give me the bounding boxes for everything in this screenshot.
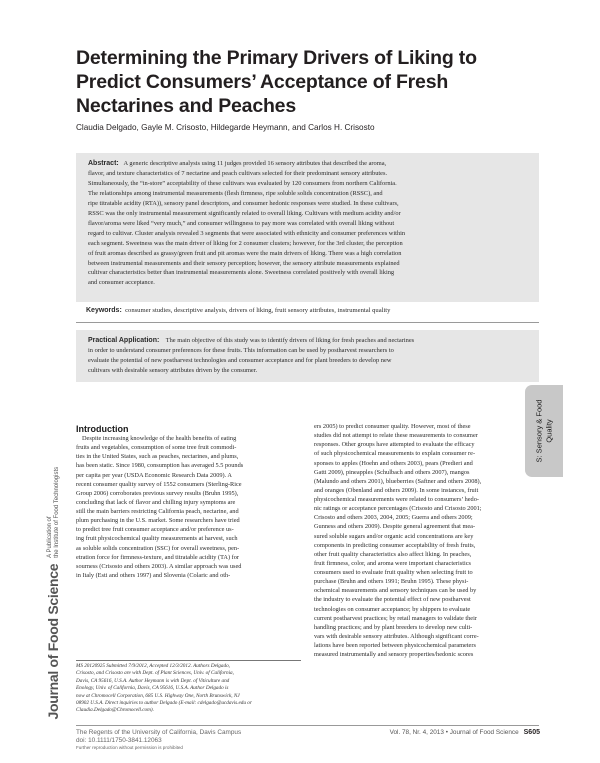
- body-line: sured soluble sugars and/or organic acid concentrations are key: [314, 532, 474, 540]
- practical-application-line: cultivars with desirable sensory attributes driven by the consumer.: [88, 366, 258, 374]
- body-line: sourness (Crisosto and others 2003). A similar approach was used: [76, 562, 242, 570]
- side-tab-line: S: Sensory & Food: [534, 399, 544, 463]
- footnote-line: Enology, Univ. of California, Davis, CA 95616, U.S.A. Author Delgado is: [76, 685, 229, 692]
- abstract-line: ripe titratable acidity (RTA)), sensory panel descriptors, and consumer hedonic responses were studied. In these cultivars,: [88, 199, 399, 207]
- body-line: ties in the United States, such as peaches, nectarines, and plums,: [76, 453, 239, 461]
- author-list: Claudia Delgado, Gayle M. Crisosto, Hildegarde Heymann, and Carlos H. Crisosto: [76, 123, 375, 132]
- body-line: as soluble solids concentration (SSC) for overall sweetness, pen-: [76, 544, 240, 552]
- title-line: Nectarines and Peaches: [76, 95, 296, 117]
- section-divider: [76, 322, 539, 323]
- body-line: studies did not attempt to relate these measurements to consumer: [314, 432, 478, 440]
- abstract-line: regard to cultivar. Cluster analysis revealed 3 segments that were associated with ethnicity and consumer preferences within: [88, 229, 406, 237]
- body-line: and oranges (Obenland and others 2009). In some instances, fruit: [314, 486, 479, 494]
- footer-citation: Vol. 78, Nr. 4, 2013 • Journal of Food Science: [389, 729, 519, 736]
- body-line: Group 2006) corroborates previous survey results (Bruhn 1995),: [76, 489, 239, 497]
- body-line: handling practices; and by plant breeders to develop new culti-: [314, 623, 473, 631]
- abstract-line: A generic descriptive analysis using 11 judges provided 16 sensory attributes that described the aroma,: [123, 160, 387, 167]
- body-line: Gunness and others 2009). Despite general agreement that mea-: [314, 523, 476, 531]
- abstract-line: The relationships among instrumental measurements (flesh firmness, ripe soluble solids concentration (RSSC), and: [88, 189, 383, 197]
- footnote: [76, 663, 301, 715]
- body-line: sponses to apples (Hoehn and others 2003), pears (Predieri and: [314, 459, 473, 467]
- footer-citation-block: [320, 729, 540, 736]
- body-line: fruit firmness, color, and aroma were important characteristics: [314, 559, 471, 567]
- practical-application-line: The main objective of this study was to identify drivers of liking for fresh peaches and nectarines: [165, 337, 415, 344]
- footnote-line: MS 20120925 Submitted 7/9/2012, Accepted 12/3/2012. Authors Delgado,: [76, 663, 230, 669]
- abstract-line: cultivar characteristics better than instrumental measurements alone. Sweetness correlated positively with overall liking: [88, 269, 395, 277]
- footnote-line: Davis, CA 95616, U.S.A. Author Heymann is with Dept. of Viticulture and: [76, 677, 230, 684]
- abstract-box: [76, 153, 539, 302]
- abstract-line: of fruit aromas described as grassy/green fruit and pit aromas were the main drivers of liking. There was a high correlation: [88, 249, 402, 257]
- section-heading-introduction: Introduction: [76, 424, 129, 434]
- body-line: etration force for firmness-texture, and titratable acidity (TA) for: [76, 553, 239, 561]
- body-line: measured instrumentally and sensory properties/hedonic scores: [314, 651, 474, 659]
- practical-application-label: Practical Application:: [88, 337, 160, 344]
- body-line: ochemical measurements and sensory techniques can be used by: [314, 587, 477, 595]
- practical-application-box: [76, 330, 539, 382]
- abstract-line: each segment. Sweetness was the main driver of liking for 2 consumer clusters; however, for the 3rd cluster, the perception: [88, 239, 403, 247]
- keywords-label: Keywords:: [86, 307, 122, 314]
- body-line: per capita per year (USDA Economic Research Data 2009). A: [76, 471, 232, 479]
- body-line: components in predicting consumer acceptability of fresh fruits,: [314, 541, 476, 549]
- journal-logo: [36, 466, 72, 720]
- body-line: current postharvest practices; by retail managers to validate their: [314, 614, 477, 622]
- body-line: purchase (Bruhn and others 1991; Bruhn 1995). These physi-: [314, 578, 469, 586]
- abstract-text: [88, 159, 531, 288]
- abstract-label: Abstract:: [88, 160, 119, 167]
- footer-reproduction-note: Further reproduction without permission is prohibited: [76, 745, 183, 750]
- body-line: plum purchasing in the U.S. market. Some researchers have tried: [76, 517, 240, 525]
- journal-publisher-line: the Institute of Food Technologists: [53, 466, 60, 558]
- title-line: Determining the Primary Drivers of Liking to: [76, 47, 477, 69]
- body-line: to predict tree fruit consumer acceptance and/or preference us-: [76, 526, 234, 534]
- body-line: the industry to evaluate the potential effect of new postharvest: [314, 596, 471, 604]
- practical-application-line: evaluate the potential of new postharvest technologies and consumer acceptance and for plant breeders to develop new: [88, 356, 392, 364]
- journal-publisher-line: A Publication of: [46, 516, 53, 558]
- footer-doi: doi: 10.1111/1750-3841.12063: [76, 737, 162, 744]
- body-column-left: [76, 434, 301, 580]
- title-line: Predict Consumers’ Acceptance of Fresh: [76, 71, 449, 93]
- body-line: vars with desirable sensory attributes. Although significant corre-: [314, 632, 479, 640]
- body-line: consumers used to evaluate fruit quality when selecting fruit to: [314, 569, 473, 576]
- body-line: Crisosto and others 2003, 2004, 2005; Guerra and others 2009;: [314, 514, 473, 522]
- footnote-line: now at Chromocell Corporation, 685 U.S. Highway One, North Brunswick, NJ: [76, 692, 240, 699]
- footer-copyright: The Regents of the University of California, Davis Campus: [76, 729, 242, 736]
- keywords-text: consumer studies, descriptive analysis, drivers of liking, fruit sensory attributes, instrumental quality: [125, 307, 391, 314]
- practical-application-text: [88, 336, 531, 376]
- abstract-line: and consumer acceptance.: [88, 279, 155, 287]
- abstract-line: RSSC was the only instrumental measurement significantly related to overall liking. Cultivars with medium acidity and/or: [88, 209, 401, 217]
- body-line: responses. Other groups have attempted to evaluate the efficacy: [314, 441, 475, 449]
- body-line: ers 2005) to predict consumer quality. However, most of these: [314, 423, 471, 430]
- body-line: physicochemical measurements were related to consumers’ hedo-: [314, 496, 479, 503]
- page-number: S605: [523, 729, 540, 736]
- abstract-line: flavor/aroma were liked “very much,” and consumer willingness to pay more was correlated with overall liking without: [88, 219, 395, 227]
- footnote-line: Crisosto, and Crisosto are with Dept. of Plant Sciences, Univ. of California,: [76, 670, 234, 677]
- footnote-line: 08902 U.S.A. Direct inquiries to author Delgado (E-mail: cdelgado@ucdavis.edu or: [76, 700, 252, 707]
- body-line: lations have been reported between physicochemical parameters: [314, 642, 476, 649]
- body-line: Despite increasing knowledge of the health benefits of eating: [82, 435, 237, 442]
- body-line: recent consumer quality survey of 1552 consumers (Sterling-Rice: [76, 480, 242, 488]
- footer-copyright-block: [76, 729, 316, 751]
- body-line: other fruit quality characteristics also affect liking. In peaches,: [314, 550, 472, 558]
- body-line: fruits and vegetables, consumption of some tree fruit commodi-: [76, 444, 237, 452]
- body-line: has been static. Since 1980, consumption has averaged 5.5 pounds: [76, 462, 244, 470]
- body-line: technologies on consumer acceptance; by shippers to evaluate: [314, 605, 471, 613]
- footer-divider: [76, 725, 539, 726]
- abstract-line: flavor, and texture characteristics of 7 nectarine and peach cultivars selected for their predominant sensory attributes.: [88, 169, 388, 177]
- body-line: ing fruit physicochemical quality measurements at harvest, such: [76, 535, 238, 543]
- body-line: concluding that lack of flavor and chilling injury symptoms are: [76, 498, 236, 506]
- practical-application-line: in order to understand consumer preferences for these fruits. This information can be used by postharvest researchers to: [88, 346, 394, 354]
- body-line: of such physicochemical measurements to explain consumer re-: [314, 450, 476, 458]
- side-tab-line: Quality: [544, 419, 553, 443]
- keywords: [86, 307, 536, 314]
- body-column-right: [314, 422, 540, 659]
- body-line: nic ratings or acceptance percentages (Crisosto and Crisosto 2001;: [314, 505, 482, 513]
- article-title: [76, 46, 516, 118]
- journal-name: Journal of Food Science: [45, 563, 61, 720]
- footnote-line: Claudia.Delgado@Chromocell.com).: [76, 707, 154, 714]
- abstract-line: between instrumental measurements and their sensory perception; however, the sensory attribute measurements explained: [88, 259, 400, 267]
- body-line: in Italy (Esti and others 1997) and Slovenia (Colaric and oth-: [76, 571, 231, 579]
- abstract-line: Simultaneously, the “in-store” acceptability of these cultivars was evaluated by 120 consumers from northern California.: [88, 179, 397, 187]
- body-line: (Malundo and others 2001), blueberries (Saftner and others 2008),: [314, 477, 482, 485]
- footnote-divider: [76, 660, 301, 661]
- body-line: Gatti 2009), pineapples (Schulbach and others 2007), mangos: [314, 468, 470, 476]
- body-line: still the main barriers restricting California peach, nectarine, and: [76, 508, 239, 515]
